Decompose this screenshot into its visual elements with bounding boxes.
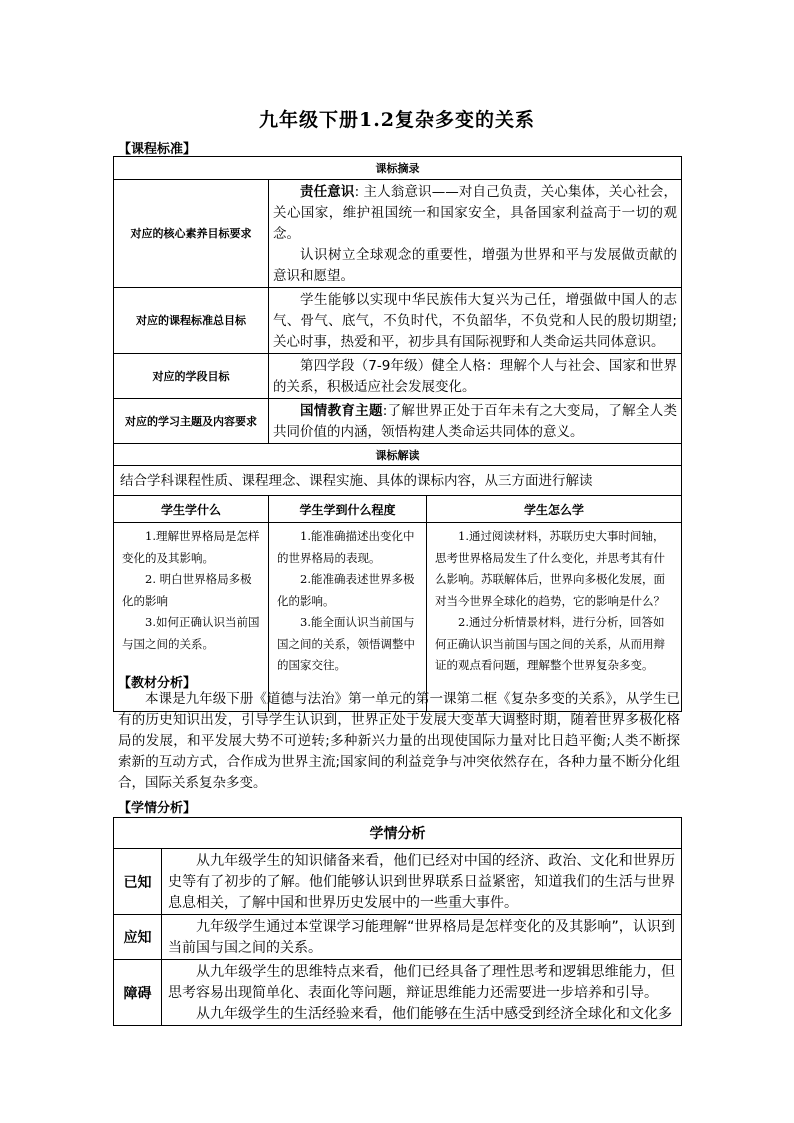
paragraph: 国情教育主题:了解世界正处于百年未有之大变局，了解全人类共同价值的内涵，领悟构建人类命运共同体的意义。 xyxy=(273,403,677,440)
row-content-obstacle xyxy=(162,960,682,1026)
row-content-known xyxy=(162,849,682,915)
row-content-should-know xyxy=(162,915,682,960)
col-how-content xyxy=(427,523,682,712)
row-label-core-literacy: 对应的核心素养目标要求 xyxy=(114,180,269,288)
row-label-known: 已知 xyxy=(114,849,162,915)
row-label-learning-theme: 对应的学习主题及内容要求 xyxy=(114,399,269,444)
col-header-what: 学生学什么 xyxy=(114,496,269,523)
list-item: 1.通过阅读材料，苏联历史大事时间轴，思考世界格局发生了什么变化，并思考其有什么影响。苏联解体后，世界向多极化发展，面对当今世界全球化的趋势，它的影响是什么？ xyxy=(435,529,665,608)
row-content-learning-theme xyxy=(269,399,682,444)
row-label-overall-goal: 对应的课程标准总目标 xyxy=(114,288,269,354)
header-interpretation: 课标解读 xyxy=(114,444,682,466)
header-excerpt: 课标摘录 xyxy=(114,157,682,180)
curriculum-standard-table xyxy=(113,156,682,712)
paragraph: 从九年级学生的生活经验来看，他们能够在生活中感受到经济全球化和文化多 xyxy=(196,1006,672,1022)
paragraph: 学生能够以实现中华民族伟大复兴为己任，增强做中国人的志气、骨气、底气，不负时代，不负韶华，不负党和人民的殷切期望;关心时事，热爱和平，初步具有国际视野和人类命运共同体意识。 xyxy=(273,292,677,350)
list-item: 2.通过分析情景材料，进行分析，回答如何正确认识当前国与国之间的关系，从而用辩证的观点看问题，理解整个世界复杂多变。 xyxy=(435,615,665,672)
paragraph: 责任意识: 主人翁意识——对自己负责，关心集体，关心社会，关心国家，维护祖国统一和国家安全，具备国家利益高于一切的观念。 xyxy=(273,184,677,242)
paragraph: 从九年级学生的知识储备来看，他们已经对中国的经济、政治、文化和世界历史等有了初步的了解。他们能够认识到世界联系日益紧密，知道我们的生活与世界息息相关，了解中国和世界历史发展中的一些重大事件。 xyxy=(168,853,675,911)
paragraph: 认识树立全球观念的重要性，增强为世界和平与发展做贡献的意识和愿望。 xyxy=(273,247,677,284)
section-label-textbook-analysis: 【教材分析】 xyxy=(118,676,197,691)
learner-analysis-table xyxy=(113,817,682,1026)
list-item: 2.能准确表述世界多极化的影响。 xyxy=(277,572,415,608)
list-item: 1.能准确描述出变化中的世界格局的表现。 xyxy=(277,529,415,565)
textbook-analysis-paragraph xyxy=(118,689,680,794)
row-content-overall-goal xyxy=(269,288,682,354)
section-label-curriculum-standard: 【课程标准】 xyxy=(118,142,197,157)
paragraph: 从九年级学生的思维特点来看，他们已经具备了理性思考和逻辑思维能力，但思考容易出现简单化、表面化等问题，辩证思维能力还需要进一步培养和引导。 xyxy=(168,964,675,1001)
col-header-degree: 学生学到什么程度 xyxy=(269,496,427,523)
col-degree-content xyxy=(269,523,427,712)
page-title: 九年级下册1.2复杂多变的关系 xyxy=(258,109,536,131)
col-header-how: 学生怎么学 xyxy=(427,496,682,523)
row-content-stage-goal xyxy=(269,354,682,399)
row-label-should-know: 应知 xyxy=(114,915,162,960)
paragraph: 本课是九年级下册《道德与法治》第一单元的第一课第二框《复杂多变的关系》，从学生已有的历史知识出发，引导学生认识到，世界正处于发展大变革大调整时期，随着世界多极化格局的发展，和平发展大势不可逆转;多种新兴力量的出现使国际力量对比日趋平衡;人类不断探索新的互动方式，合作成为世界主流;国家间的利益竞争与冲突依然存在，各种力量不断分化组合，国际关系复杂多变。 xyxy=(118,691,680,791)
row-label-stage-goal: 对应的学段目标 xyxy=(114,354,269,399)
list-item: 2. 明白世界格局多极化的影响 xyxy=(122,572,252,608)
interpretation-text: 结合学科课程性质、课程理念、课程实施、具体的课标内容，从三方面进行解读 xyxy=(114,466,682,496)
header-learner-analysis: 学情分析 xyxy=(114,818,682,849)
section-label-learner-analysis: 【学情分析】 xyxy=(118,801,197,816)
paragraph: 第四学段（7-9年级）健全人格：理解个人与社会、国家和世界的关系，积极适应社会发展变化。 xyxy=(273,358,677,395)
row-label-obstacle: 障碍 xyxy=(114,960,162,1026)
list-item: 1.理解世界格局是怎样变化的及其影响。 xyxy=(122,529,260,565)
row-content-core-literacy xyxy=(269,180,682,288)
list-item: 3.能全面认识当前国与国之间的关系，领悟调整中的国家交往。 xyxy=(277,615,415,672)
list-item: 3.如何正确认识当前国与国之间的关系。 xyxy=(122,615,260,651)
paragraph: 九年级学生通过本堂课学习能理解“世界格局是怎样变化的及其影响”，认识到当前国与国之间的关系。 xyxy=(168,919,675,956)
